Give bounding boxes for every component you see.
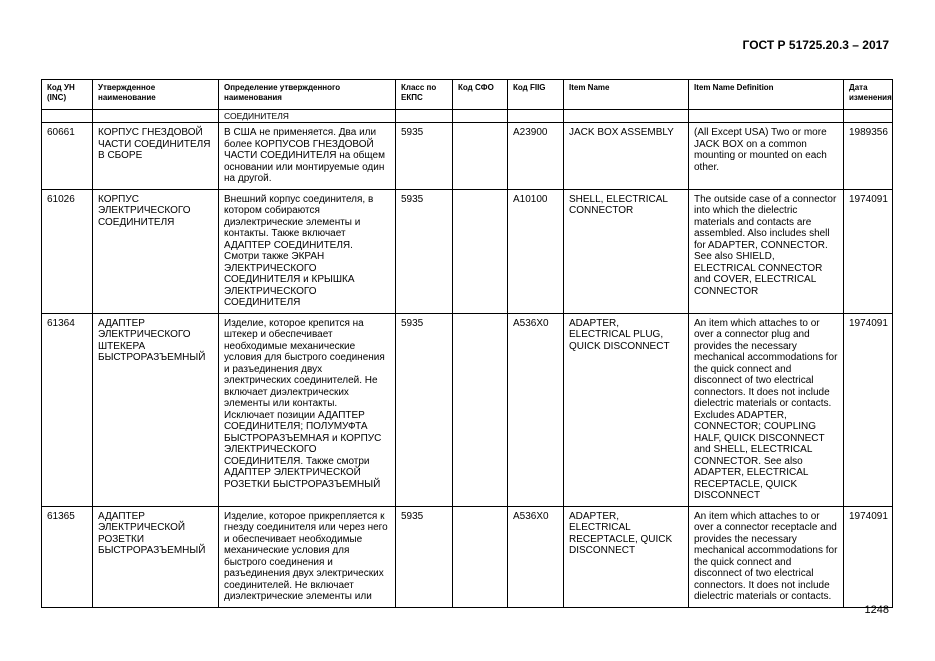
cell-item-definition: An item which attaches to or over a connector plug and provides the necessary mechanical accommodations for the quick connect and disconnect of two electrical connectors. It does not include dielectric materials or contacts. Excludes ADAPTER, CONNECTOR; COUPLING HALF, QUICK DISCONNECT and SHELL, ELECTRICAL CONNECTOR. See also ADAPTER, ELECTRICAL RECEPTACLE, QUICK DISCONNECT xyxy=(689,313,844,506)
cell-class: 5935 xyxy=(396,189,453,313)
column-header-inc: Код УН (INC) xyxy=(42,80,93,110)
column-header-item-definition: Item Name Definition xyxy=(689,80,844,110)
cell-date: 1989356 xyxy=(844,123,893,190)
cell-item-name: SHELL, ELECTRICAL CONNECTOR xyxy=(564,189,689,313)
table-row xyxy=(42,506,893,607)
cell-fiig: A536X0 xyxy=(508,506,564,607)
cell-inc: 61026 xyxy=(42,189,93,313)
cell-fiig: A536X0 xyxy=(508,313,564,506)
table-row xyxy=(42,123,893,190)
approved-names-table xyxy=(41,79,893,608)
column-header-fiig: Код FIIG xyxy=(508,80,564,110)
column-header-sfo: Код СФО xyxy=(453,80,508,110)
cell-sfo xyxy=(453,189,508,313)
column-header-item-name: Item Name xyxy=(564,80,689,110)
continuation-row xyxy=(42,110,893,123)
cell-class: 5935 xyxy=(396,506,453,607)
cell-inc: 61365 xyxy=(42,506,93,607)
cell-sfo xyxy=(453,506,508,607)
cell-name-ru: АДАПТЕР ЭЛЕКТРИЧЕСКОЙ РОЗЕТКИ БЫСТРОРАЗЪЕМНЫЙ xyxy=(93,506,219,607)
cell-sfo xyxy=(453,123,508,190)
cell-definition-ru: Изделие, которое прикрепляется к гнезду соединителя или через него и обеспечивает необходимые механические условия для быстрого соединения и разъединения двух электрических соединителей. Не включает диэлектрические элементы или xyxy=(219,506,396,607)
table-row xyxy=(42,313,893,506)
cell-date: 1974091 xyxy=(844,189,893,313)
cell-class: 5935 xyxy=(396,123,453,190)
cell-name-ru: КОРПУС ЭЛЕКТРИЧЕСКОГО СОЕДИНИТЕЛЯ xyxy=(93,189,219,313)
column-header-date: Дата изменения xyxy=(844,80,893,110)
cell-fiig: A10100 xyxy=(508,189,564,313)
cell-sfo xyxy=(453,313,508,506)
cell-name-ru: АДАПТЕР ЭЛЕКТРИЧЕСКОГО ШТЕКЕРА БЫСТРОРАЗЪЕМНЫЙ xyxy=(93,313,219,506)
cell-inc: 60661 xyxy=(42,123,93,190)
table-header-row xyxy=(42,80,893,110)
cell-date: 1974091 xyxy=(844,506,893,607)
cell-definition-ru: Внешний корпус соединителя, в котором собираются диэлектрические элементы и контакты. Также включает АДАПТЕР СОЕДИНИТЕЛЯ. Смотри также ЭКРАН ЭЛЕКТРИЧЕСКОГО СОЕДИНИТЕЛЯ и КРЫШКА ЭЛЕКТРИЧЕСКОГО СОЕДИНИТЕЛЯ xyxy=(219,189,396,313)
cell-item-name: ADAPTER, ELECTRICAL PLUG, QUICK DISCONNECT xyxy=(564,313,689,506)
cell-class: 5935 xyxy=(396,313,453,506)
cell-inc: 61364 xyxy=(42,313,93,506)
cell-definition-ru: Изделие, которое крепится на штекер и обеспечивает необходимые механические условия для быстрого соединения и разъединения двух электрических соединителей. Не включает диэлектрических элементы или контакты. Исключает позиции АДАПТЕР СОЕДИНИТЕЛЯ; ПОЛУМУФТА БЫСТРОРАЗЪЕМНАЯ и КОРПУС ЭЛЕКТРИЧЕСКОГО СОЕДИНИТЕЛЯ. Также смотри АДАПТЕР ЭЛЕКТРИЧЕСКОЙ РОЗЕТКИ БЫСТРОРАЗЪЕМНЫЙ xyxy=(219,313,396,506)
cell-name-ru: КОРПУС ГНЕЗДОВОЙ ЧАСТИ СОЕДИНИТЕЛЯ В СБОРЕ xyxy=(93,123,219,190)
column-header-definition-ru: Определение утвержденного наименования xyxy=(219,80,396,110)
cell-fiig: A23900 xyxy=(508,123,564,190)
column-header-class: Класс по ЕКПС xyxy=(396,80,453,110)
continuation-text: СОЕДИНИТЕЛЯ xyxy=(219,110,396,123)
cell-item-definition: (All Except USA) Two or more JACK BOX on a common mounting or mounted on each other. xyxy=(689,123,844,190)
table-row xyxy=(42,189,893,313)
cell-item-name: JACK BOX ASSEMBLY xyxy=(564,123,689,190)
cell-item-name: ADAPTER, ELECTRICAL RECEPTACLE, QUICK DISCONNECT xyxy=(564,506,689,607)
column-header-name-ru: Утвержденное наименование xyxy=(93,80,219,110)
cell-item-definition: An item which attaches to or over a connector receptacle and provides the necessary mechanical accommodations for the quick connect and disconnect of two electrical connectors. It does not include dielectric materials or contacts. xyxy=(689,506,844,607)
cell-definition-ru: В США не применяется. Два или более КОРПУСОВ ГНЕЗДОВОЙ ЧАСТИ СОЕДИНИТЕЛЯ на общем основании или монтируемые один на другой. xyxy=(219,123,396,190)
cell-date: 1974091 xyxy=(844,313,893,506)
cell-item-definition: The outside case of a connector into which the dielectric materials and contacts are assembled. Also includes shell for ADAPTER, CONNECTOR. See also SHIELD, ELECTRICAL CONNECTOR and COVER, ELECTRICAL CONNECTOR xyxy=(689,189,844,313)
page-number: 1248 xyxy=(864,604,889,616)
document-title: ГОСТ Р 51725.20.3 – 2017 xyxy=(742,38,889,52)
